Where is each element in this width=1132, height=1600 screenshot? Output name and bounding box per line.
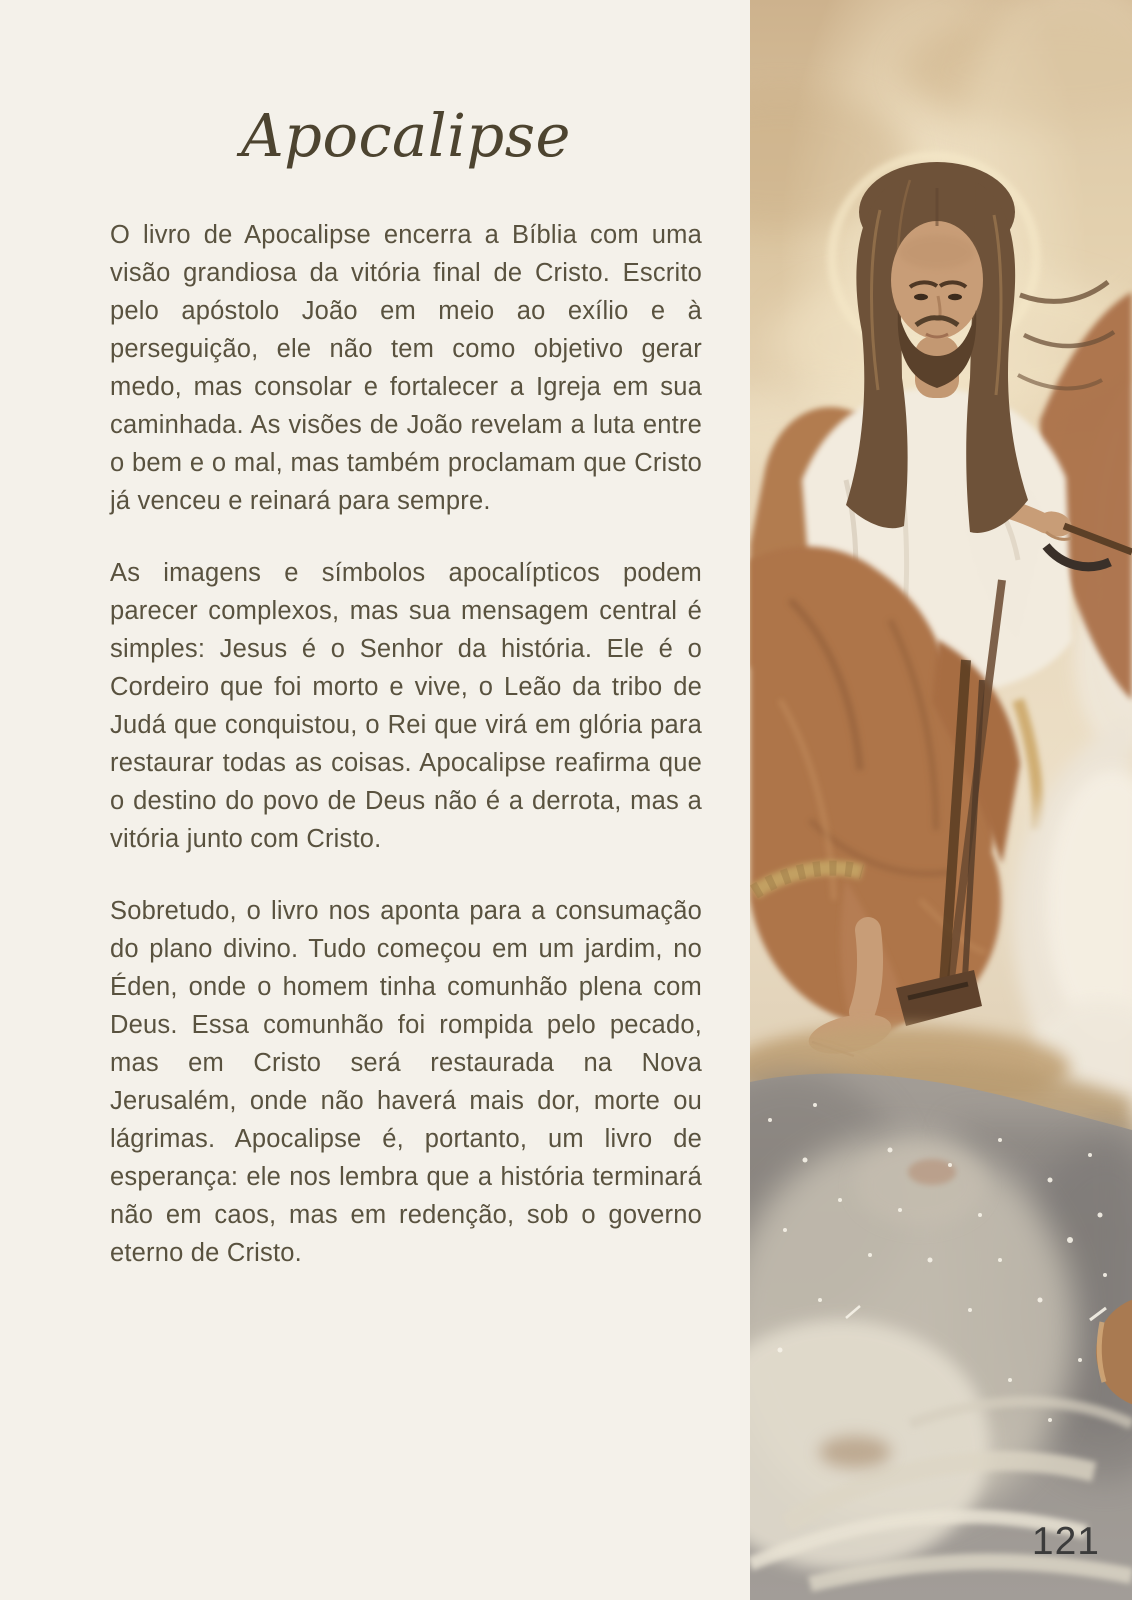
page-title: Apocalipse [241,101,571,170]
page-number: 121 [1031,1520,1100,1563]
body-paragraph: O livro de Apocalipse encerra a Bíblia com uma visão grandiosa da vitória final de Cristo. Escrito pelo apóstolo João em meio ao exílio e à perseguição, ele não tem como objetivo gerar medo, mas consolar e fortalecer a Igreja em sua caminhada. As visões de João revelam a luta entre o bem e o mal, mas também proclamam que Cristo já venceu e reinará para sempre. [110,220,702,515]
jesus-horse-illustration [750,0,1132,1600]
body-paragraph: As imagens e símbolos apocalípticos podem parecer complexos, mas sua mensagem central é simples: Jesus é o Senhor da história. Ele é o Cordeiro que foi morto e vive, o Leão da tribo de Judá que conquistou, o Rei que virá em glória para restaurar todas as coisas. Apocalipse reafirma que o destino do povo de Deus não é a derrota, mas a vitória junto com Cristo. [110,558,702,853]
illustration-artwork [750,0,1132,1600]
text-column [110,0,702,1272]
body-paragraph: Sobretudo, o livro nos aponta para a consumação do plano divino. Tudo começou em um jardim, no Éden, onde o homem tinha comunhão plena com Deus. Essa comunhão foi rompida pelo pecado, mas em Cristo será restaurada na Nova Jerusalém, onde não haverá mais dor, morte ou lágrimas. Apocalipse é, portanto, um livro de esperança: ele nos lembra que a história terminará não em caos, mas em redenção, sob o governo eterno de Cristo. [110,896,702,1267]
